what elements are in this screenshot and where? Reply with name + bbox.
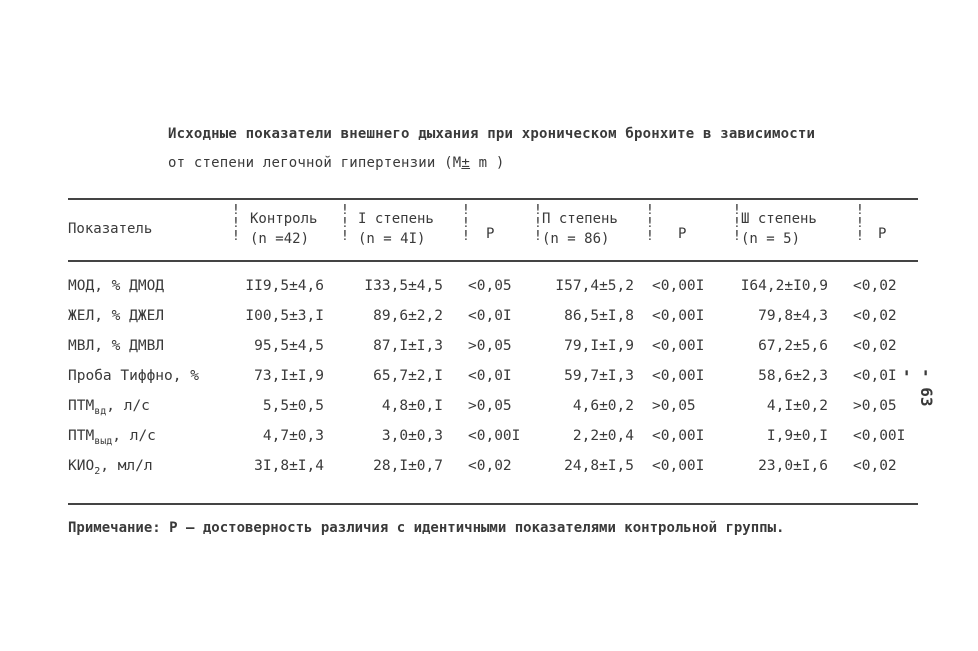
cell-control: 4,7±0,3 [262,428,324,444]
cell-degree-3: 23,0±I,6 [758,458,828,474]
header-degree-1: I степень (n = 4I) [358,211,434,247]
column-separator: ! ! ! [462,203,470,244]
cell-p-3: <0,0I [853,368,897,384]
caption-line-1: Исходные показатели внешнего дыхания при хроническом бронхите в зависимости [168,126,816,142]
row-indicator: $КИО_2$, мл/л [68,458,153,477]
cell-degree-2: 59,7±I,3 [564,368,634,384]
cell-degree-1: 87,I±I,3 [373,338,443,354]
table-row [0,308,978,334]
table-caption [168,120,815,178]
header-p-1: P [486,226,495,242]
header-indicator: Показатель [68,221,153,237]
cell-degree-1: 3,0±0,3 [381,428,443,444]
row-indicator: ЖЕЛ, % ДЖЕЛ [68,308,165,324]
table-row [0,428,978,454]
row-indicator: МВЛ, % ДМВЛ [68,338,165,354]
column-separator: ! ! ! [733,203,741,244]
table-row [0,458,978,484]
cell-p-2: <0,00I [652,458,705,474]
cell-control: II9,5±4,6 [245,278,324,294]
cell-p-3: <0,02 [853,308,897,324]
cell-p-1: >0,05 [468,398,512,414]
row-indicator: $ПТМ_{вд}$, л/с [68,398,150,417]
table-row [0,368,978,394]
cell-degree-2: 4,6±0,2 [572,398,634,414]
cell-degree-3: 67,2±5,6 [758,338,828,354]
header-control: Контроль (n =42) [250,211,318,247]
cell-control: 3I,8±I,4 [254,458,324,474]
cell-p-1: <0,05 [468,278,512,294]
cell-degree-1: I33,5±4,5 [364,278,443,294]
cell-degree-3: I,9±0,I [766,428,828,444]
cell-control: 73,I±I,9 [254,368,324,384]
cell-p-2: <0,00I [652,368,705,384]
cell-p-3: <0,02 [853,278,897,294]
table-note: Примечание: Р – достоверность различия с идентичными показателями контрольной группы. [68,520,785,536]
cell-degree-1: 89,6±2,2 [373,308,443,324]
cell-degree-2: 24,8±I,5 [564,458,634,474]
cell-degree-3: 58,6±2,3 [758,368,828,384]
caption-line-2: от степени легочной гипертензии (М± m ) [168,155,505,171]
cell-degree-1: 28,I±0,7 [373,458,443,474]
cell-degree-1: 4,8±0,I [381,398,443,414]
column-separator: ! ! ! [646,203,654,244]
cell-p-1: <0,00I [468,428,521,444]
table-row [0,278,978,304]
cell-degree-2: 2,2±0,4 [572,428,634,444]
cell-p-2: <0,00I [652,308,705,324]
cell-p-1: <0,0I [468,308,512,324]
cell-p-3: <0,00I [853,428,906,444]
cell-control: I00,5±3,I [245,308,324,324]
header-degree-3: Ш степень (n = 5) [741,211,817,247]
page-number: - 63 - [898,368,936,407]
cell-p-2: <0,00I [652,428,705,444]
cell-p-2: <0,00I [652,278,705,294]
cell-p-1: <0,0I [468,368,512,384]
cell-degree-3: I64,2±I0,9 [740,278,828,294]
column-separator: ! ! ! [341,203,349,244]
table-row [0,398,978,424]
cell-p-3: <0,02 [853,338,897,354]
cell-degree-2: 86,5±I,8 [564,308,634,324]
cell-degree-3: 79,8±4,3 [758,308,828,324]
header-p-2: P [678,226,687,242]
table-bottom-rule [68,503,918,505]
cell-p-3: <0,02 [853,458,897,474]
column-separator: ! ! ! [232,203,240,244]
cell-degree-3: 4,I±0,2 [766,398,828,414]
table-top-rule [68,198,918,200]
cell-p-1: <0,02 [468,458,512,474]
cell-p-2: >0,05 [652,398,696,414]
row-indicator: $ПТМ_{выд}$, л/с [68,428,156,447]
table-header-rule [68,260,918,262]
row-indicator: Проба Тиффно, % [68,368,199,384]
cell-p-3: >0,05 [853,398,897,414]
row-indicator: МОД, % ДМОД [68,278,165,294]
column-separator: ! ! ! [856,203,864,244]
column-separator: ! ! ! [534,203,542,244]
cell-control: 5,5±0,5 [262,398,324,414]
cell-degree-1: 65,7±2,I [373,368,443,384]
header-degree-2: П степень (n = 86) [542,211,618,247]
cell-control: 95,5±4,5 [254,338,324,354]
cell-p-1: >0,05 [468,338,512,354]
cell-degree-2: 79,I±I,9 [564,338,634,354]
cell-degree-2: I57,4±5,2 [555,278,634,294]
header-p-3: P [878,226,887,242]
table-row [0,338,978,364]
cell-p-2: <0,00I [652,338,705,354]
